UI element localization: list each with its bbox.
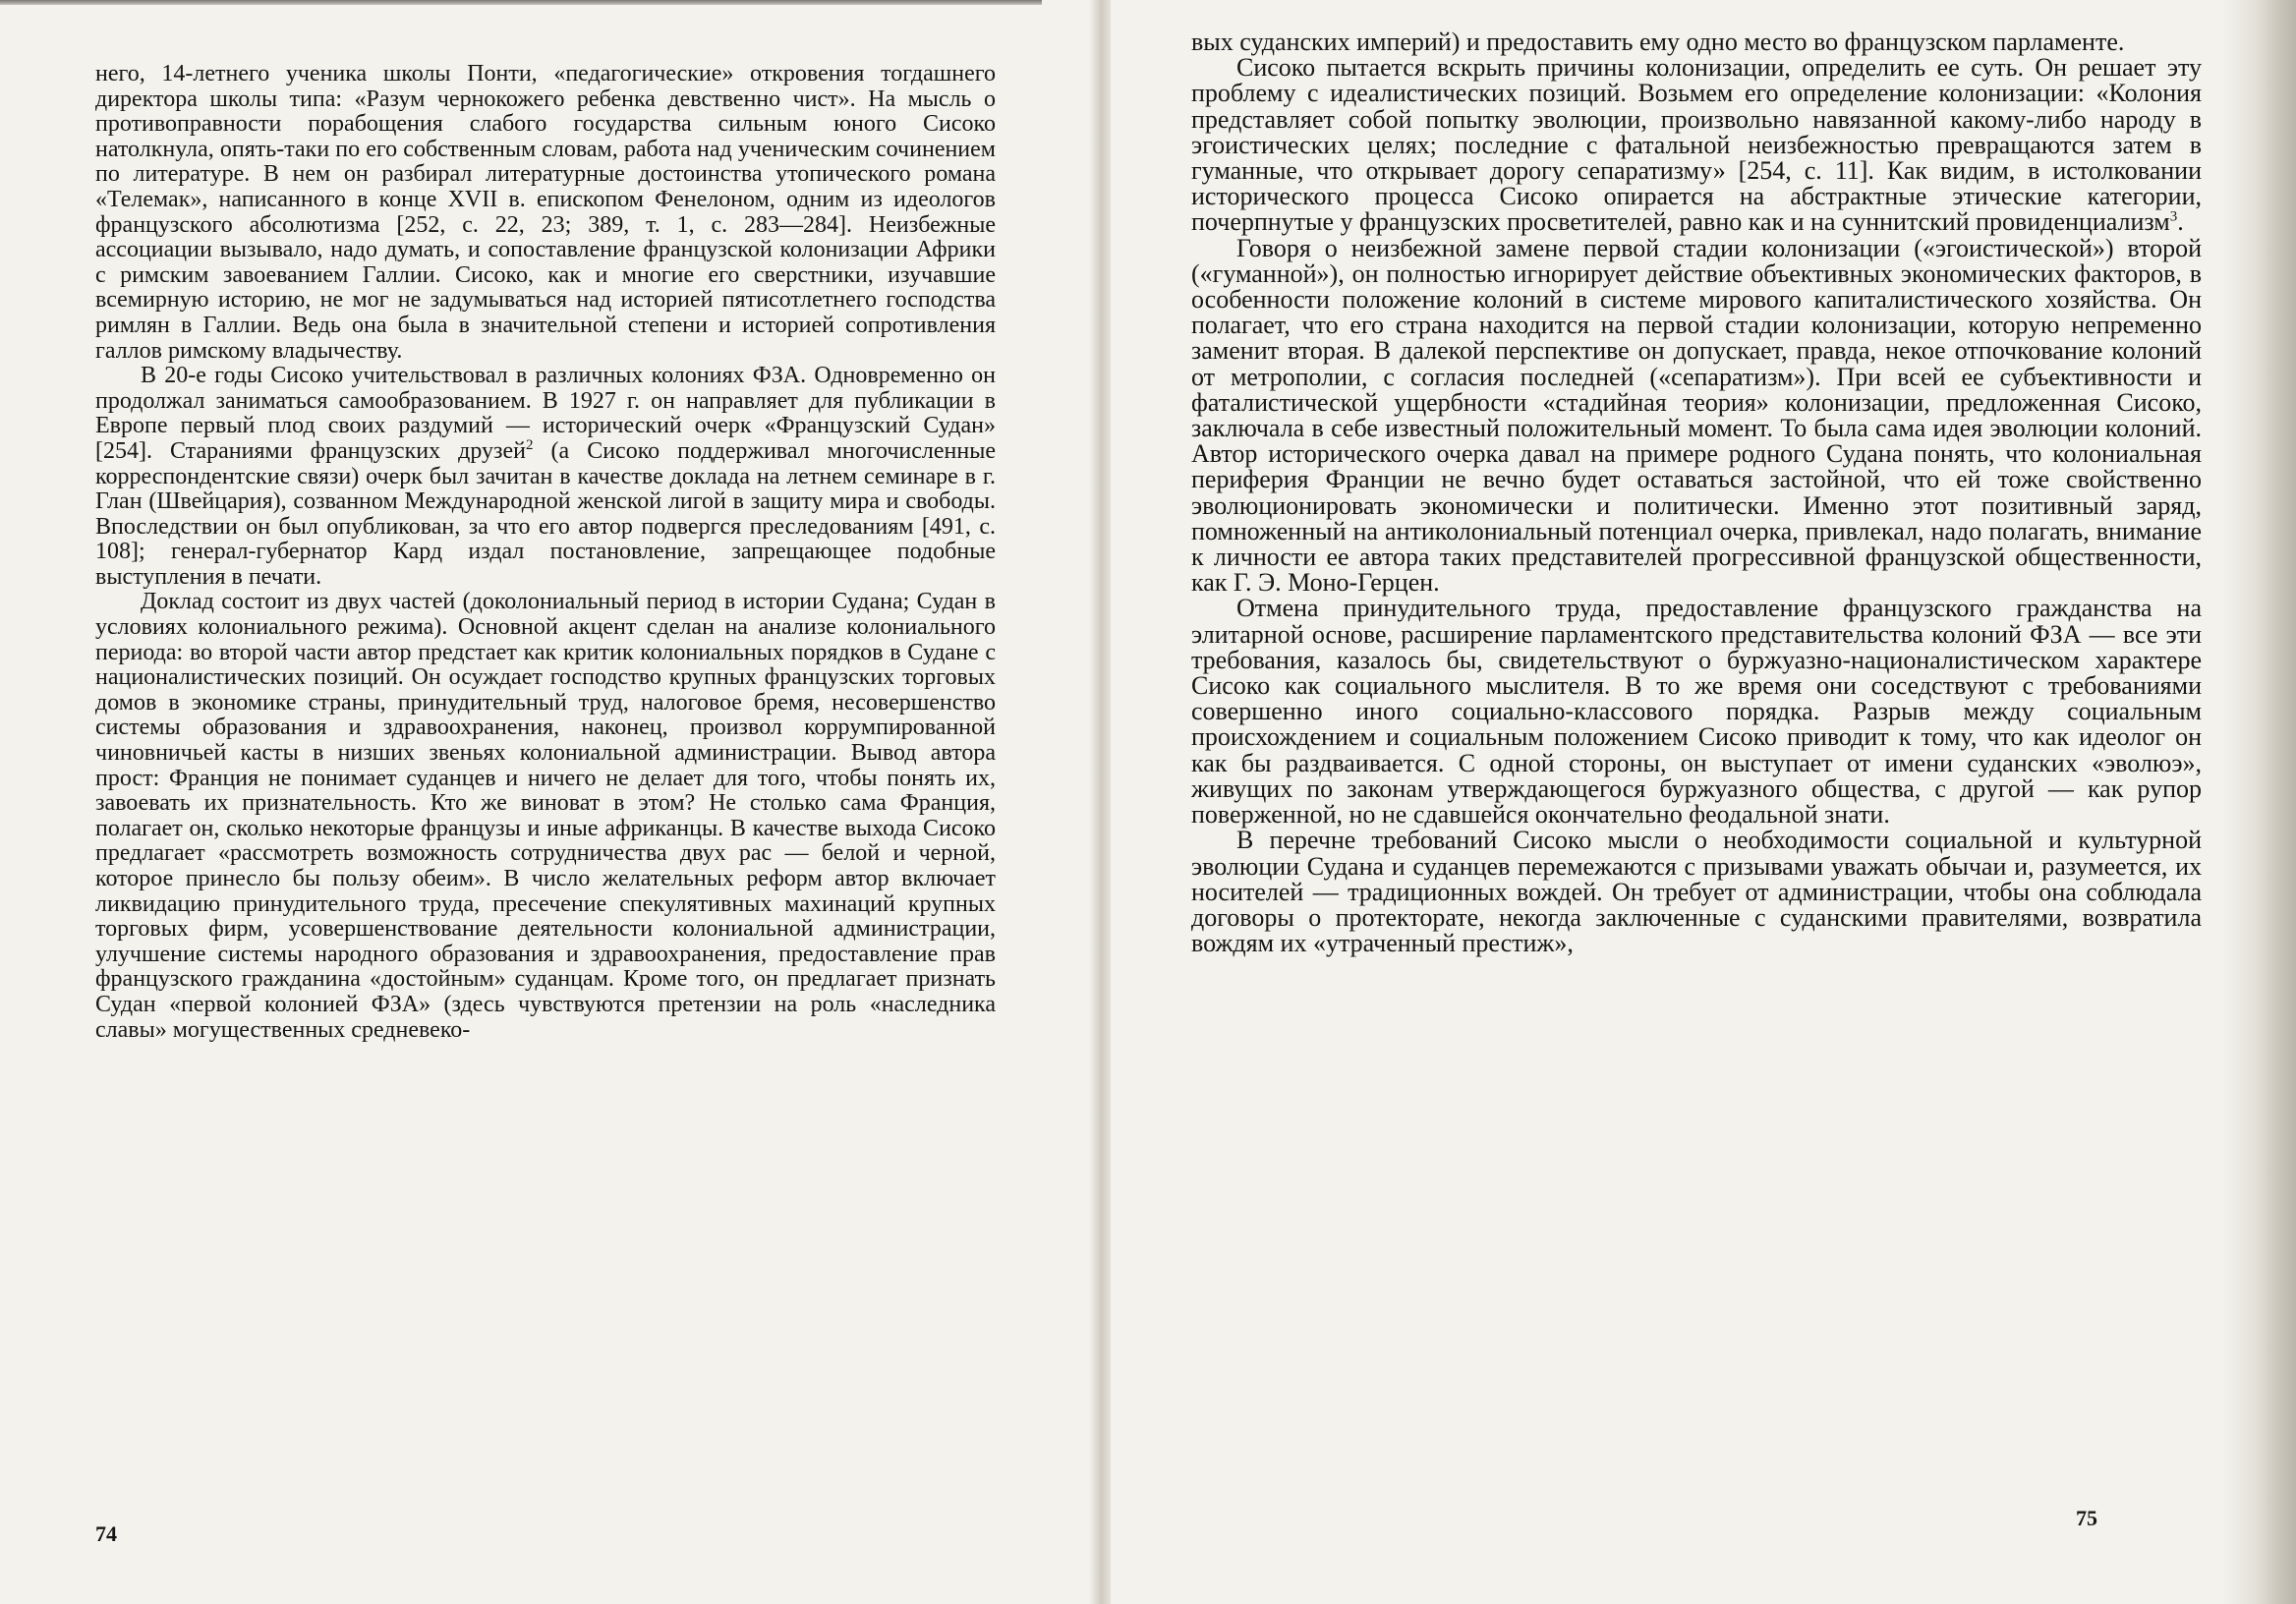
left-page-number: 74	[95, 1521, 117, 1546]
right-paragraph-4: Отмена принудительного труда, предоставление французского гражданства на элитарной основе, расширение парламентского представительства колоний ФЗА — все эти требования, казалось бы, свидетельствуют о буржуазно-националистическом характере Сисоко как социального мыслителя. В то же время они соседствуют с требованиями совершенно иного социально-классового порядка. Разрыв между социальным происхождением и социальным положением Сисоко приводит к тому, что как идеолог он как бы раздваивается. С одной стороны, он выступает от имени суданских «эволюэ», живущих по законам утверждающегося буржуазного общества, с другой — как рупор поверженной, но не сдавшейся окончательно феодальной знати.	[1191, 594, 2202, 830]
right-page	[1099, 0, 2296, 1604]
book-gutter	[1089, 0, 1111, 1604]
scan-top-edge-shadow	[0, 0, 1042, 5]
right-page-text-column	[1191, 29, 2202, 1260]
right-paragraph-2-text-after: .	[2177, 207, 2184, 237]
left-page-text-column	[95, 61, 997, 1043]
left-paragraph-2-text-after: (а Сисоко поддерживал многочисленные корреспондентские связи) очерк был зачитан в качестве доклада на летнем семинаре в г. Глан (Швейцария), созванном Международной женской лигой в защиту мира и свободы. Впоследствии он был опубликован, за что его автор подвергся преследованиям [491, с. 108]; генерал-губернатор Кард издал постановление, запрещающее подобные выступления в печати.	[95, 437, 997, 590]
right-page-number: 75	[2076, 1506, 2097, 1530]
left-paragraph-1: него, 14-летнего ученика школы Понти, «педагогические» откровения тогдашнего директора школы типа: «Разум чернокожего ребенка девственно чист». На мысль о противоправности порабощения слабого государства сильным юного Сисоко натолкнула, опять-таки по его собственным словам, работа над ученическим сочинением по литературе. В нем он разбирал литературные достоинства утопического романа «Телемак», написанного в конце XVII в. епископом Фенелоном, одним из идеологов французского абсолютизма [252, с. 22, 23; 389, т. 1, с. 283—284]. Неизбежные ассоциации вызывало, надо думать, и сопоставление французской колонизации Африки с римским завоеванием Галлии. Сисоко, как и многие его сверстники, изучавшие всемирную историю, не мог не задумываться над историей пятисотлетнего господства римлян в Галлии. Ведь она была в значительной степени и историей сопротивления галлов римскому владычеству.	[95, 61, 996, 364]
right-paragraph-1: вых суданских империй) и предоставить ему одно место во французском парламенте.	[1191, 28, 2125, 56]
right-paragraph-2-text-before: Сисоко пытается вскрыть причины колонизации, определить ее суть. Он решает эту проблему с идеалистических позиций. Возьмем его определение колонизации: «Колония представляет собой попытку эволюции, произвольно навязанной какому-либо народу в эгоистических целях; последние с фатальной неизбежностью превращаются затем в гуманные, что открывает дорогу сепаратизму» [254, с. 11]. Как видим, в истолковании исторического процесса Сисоко опирается на абстрактные этические категории, почерпнутые у французских просветителей, равно как и на суннитский провиденциализм	[1191, 53, 2202, 237]
footnote-marker-3: 3	[2169, 208, 2178, 225]
footnote-marker-2: 2	[526, 436, 534, 453]
right-paragraph-3: Говоря о неизбежной замене первой стадии колонизации («эгоистической») второй («гуманной»), он полностью игнорирует действие объективных экономических факторов, в особенности положение колоний в системе мирового капиталистического хозяйства. Он полагает, что его страна находится на первой стадии колонизации, которую непременно заменит вторая. В далекой перспективе он допускает, правда, некое отпочкование колоний от метрополии, с согласия последней («сепаратизм»). При всей ее субъективности и фаталистической ущербности «стадийная теория» колонизации, предложенная Сисоко, заключала в себе известный положительный момент. То была сама идея эволюции колоний. Автор исторического очерка давал на примере родного Судана понять, что колониальная периферия Франции не вечно будет оставаться застойной, что ей тоже свойственно эволюционировать экономически и политически. Именно этот позитивный заряд, помноженный на антиколониальный потенциал очерка, привлекал, надо полагать, внимание к личности ее автора таких представителей прогрессивной французской общественности, как Г. Э. Моно-Герцен.	[1191, 233, 2202, 598]
left-paragraph-3: Доклад состоит из двух частей (доколониальный период в истории Судана; Судан в условиях колониального режима). Основной акцент сделан на анализе колониального периода: во второй части автор предстает как критик колониальных порядков в Судане с националистических позиций. Он осуждает господство крупных французских торговых домов в экономике страны, принудительный труд, налоговое бремя, несовершенство системы образования и здравоохранения, наконец, произвол коррумпированной чиновничьей касты в низших звеньях колониальной администрации. Вывод автора прост: Франция не понимает суданцев и ничего не делает для того, чтобы понять их, завоевать их признательность. Кто же виноват в этом? Не столько сама Франция, полагает он, сколько некоторые французы и иные африканцы. В качестве выхода Сисоко предлагает «рассмотреть возможность сотрудничества двух рас — белой и черной, которое принесло бы пользу обеим». В число желательных реформ автор включает ликвидацию принудительного труда, пресечение спекулятивных махинаций крупных торговых фирм, усовершенствование деятельности колониальной администрации, улучшение системы народного образования и здравоохранения, предоставление прав французского гражданина «достойным» суданцам. Кроме того, он предлагает признать Судан «первой колонией ФЗА» (здесь чувствуются претензии на роль «наследника славы» могущественных средневеко-	[95, 589, 996, 1043]
right-paragraph-2	[1191, 55, 2202, 235]
left-page	[0, 0, 1099, 1604]
left-paragraph-2	[95, 364, 996, 590]
scan-right-edge-shadow	[2223, 0, 2296, 1604]
left-paragraph-2-text-before: В 20-е годы Сисоко учительствовал в различных колониях ФЗА. Одновременно он продолжал заниматься самообразованием. В 1927 г. он направляет для публикации в Европе первый плод своих раздумий — исторический очерк «Французский Судан» [254]. Стараниями французских друзей	[95, 363, 996, 464]
right-paragraph-5: В перечне требований Сисоко мысли о необходимости социальной и культурной эволюции Судана и суданцев перемежаются с призывами уважать обычаи и, разумеется, их носителей — традиционных вождей. Он требует от администрации, чтобы она соблюдала договоры о протекторате, некогда заключенные с суданскими правителями, возвратила вождям их «утраченный престиж»,	[1191, 826, 2202, 958]
